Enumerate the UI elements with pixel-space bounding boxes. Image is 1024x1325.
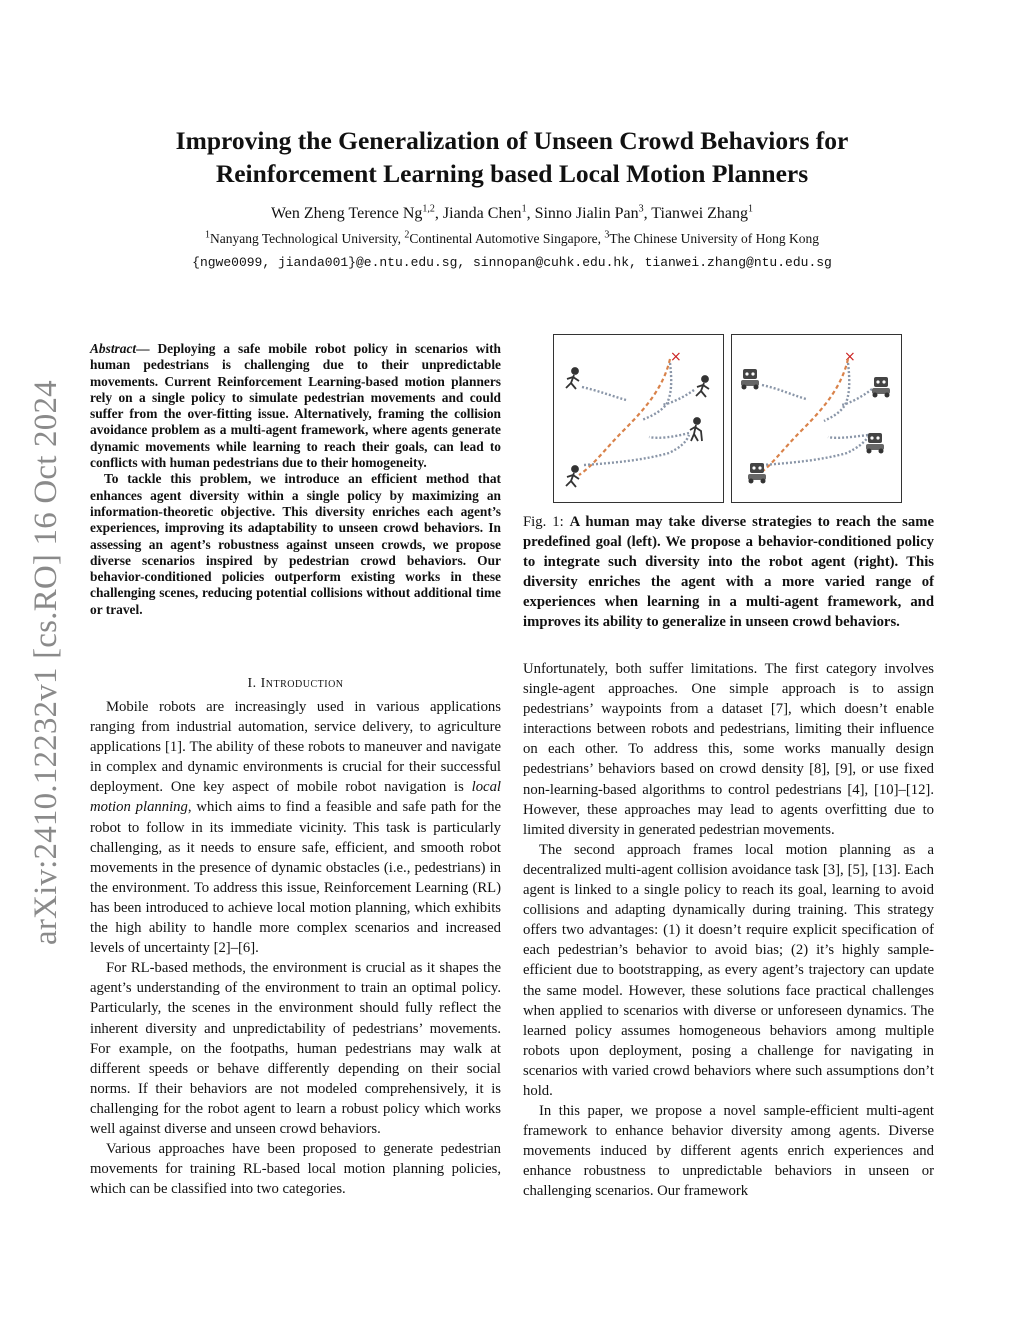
author-affil-sup: 3 [638,203,644,215]
affil-sup: 3 [604,229,610,241]
figure-panel-human [553,334,724,503]
section-heading-introduction: I. Introduction [247,676,344,691]
grey-trajectory [824,363,849,421]
author-name: Jianda Chen [442,205,522,222]
author-affil-sup: 1 [748,203,754,215]
robot-icon [872,377,890,398]
human-trajectories-graphic [554,335,722,501]
robot-trajectories-graphic [732,335,900,501]
author-name: Wen Zheng Terence Ng [270,205,423,222]
intro-paragraph-1 [90,697,501,958]
author-name: Sinno Jialin Pan [534,205,639,222]
grey-trajectory [762,385,806,399]
abstract-text-1: Deploying a safe mobile robot policy in scenarios with human pedestrians is challenging due to their unpredictable movements. Current Reinforcement Learning-based motion planners rely on a single policy to simulate pedestrian movements and could suffer from the over-fitting issue. Alternatively, framing the collision avoidance problem as a multi-agent framework, where agents generate dynamic movements while learning to reach their goals, can lead to conflicts with human pedestrians due to their homogeneity. [90,341,501,471]
pedestrian-icon [566,466,579,487]
pedestrian-icon [566,368,579,389]
orange-trajectory [579,359,670,475]
author-affil-sup: 1 [521,203,527,215]
right-column-body [523,659,934,1202]
intro-text: , which aims to find a feasible and safe path for the robot to follow in its immediate vicinity. This task is particularly challenging, as it needs to ensure safe, efficient, and smooth robot movements in the presence of dynamic obstacles (i.e., pedestrians) in the environment. To address this issue, Reinforcement Learning (RL) has been introduced to achieve local motion planning, which exhibits the high ability to handle more complex scenarios and increased levels of uncertainty [2]–[6]. [90,799,501,957]
abstract [90,341,501,618]
abstract-paragraph-2: To tackle this problem, we introduce an efficient method that enhances agent diversity within a single policy by maximizing an information-theoretic objective. This diversity enriches each agent’s experiences, improving its adaptability to unseen crowd behaviors. In assessing an agent’s robustness against unseen crowds, we propose diverse scenarios inspired by pedestrian crowd behaviors. Our behavior-conditioned policies outperform existing works in these challenging scenes, reducing potential collisions without additional time or travel. [90,471,501,617]
grey-trajectory [649,433,689,438]
goal-marker-icon: × [670,349,682,365]
author-affil-sup: 1,2 [422,203,435,215]
figure-panel-robot [731,334,902,503]
robot-icon [741,369,759,390]
right-paragraph-1: Unfortunately, both suffer limitations. The first category involves single-agent approaches. One simple approach is to assign pedestrians’ waypoints from a dataset [7], which doesn’t enable interactions between robots and pedestrians, limiting their influence on each other. To address this, some works manually design pedestrians’ behaviors based on crowd density [8], [9], or use fixed non-learning-based algorithms to control pedestrians [4], [10]–[12]. However, these approaches may lead to agents overfitting due to limited diversity in generated pedestrian movements. [523,661,934,838]
figure-caption [523,512,934,633]
intro-text: Mobile robots are increasingly used in various applications ranging from industrial automation, service delivery, to agriculture applications [1]. The ability of these robots to maneuver and navigate in complex and dynamic environments is crucial for their successful deployment. One key aspect of mobile robot navigation is [90,699,501,796]
grey-trajectory [584,435,689,465]
abstract-label: Abstract [90,341,137,356]
author-emails[interactable]: {ngwe0099, jianda001}@e.ntu.edu.sg, sinnopan@cuhk.edu.hk, tianwei.zhang@ntu.edu.sg [192,255,832,270]
affil-text: Nanyang Technological University, [210,231,405,246]
intro-paragraph-2: For RL-based methods, the environment is crucial as it shapes the agent’s understanding of the environment to train an optimal policy. Particularly, the scenes in the environment should fully reflect the inherent diversity and unpredictability of pedestrians’ movements. For example, on the footpaths, human pedestrians may walk at different speeds or behave differently depending on their social norms. If their behaviors are not modeled comprehensively, it is challenging for the robot agent to learn a robust policy which works well against diverse and unseen crowd behaviors. [90,960,501,1137]
robot-icon [866,433,884,454]
affiliations [90,230,934,248]
abstract-dash: — [136,341,158,356]
affil-sup: 2 [404,229,410,241]
affil-text: The Chinese University of Hong Kong [609,231,819,246]
arxiv-identifier: arXiv:2410.12232v1 [cs.RO] 16 Oct 2024 [28,380,64,945]
pedestrian-icon [696,376,709,397]
intro-paragraph-3: Various approaches have been proposed to generate pedestrian movements for training RL-based local motion planning policies, which can be classified into two categories. [90,1141,501,1198]
affil-sup: 1 [205,229,211,241]
grey-trajectory [828,435,868,438]
robot-icon [748,463,766,484]
grey-trajectory [762,437,868,465]
right-paragraph-2: The second approach frames local motion planning as a decentralized multi-agent collision avoidance task [3], [5], [13]. Each agent is linked to a single policy to reach its goal, learning to avoid collisions and adapting dynamically during training. This strategy offers two advantages: (1) it doesn’t require explicit specification of each pedestrian’s behavior to avoid bias; (2) it’s highly sample-efficient due to bootstrapping, as every agent’s trajectory can update the same model. However, these solutions face practical challenges when applied to scenarios with diverse or unforeseen dynamics. The learned policy assumes homogeneous behaviors among multiple robots upon deployment, posing a challenge for navigating in scenarios with varied crowd behaviors where such assumptions don’t hold. [523,841,934,1099]
affil-text: Continental Automotive Singapore, [409,231,605,246]
figure-label: Fig. 1: [523,514,570,530]
author-name: Tianwei Zhang [651,205,749,222]
grey-trajectory [582,387,626,400]
paper-title [100,124,924,190]
figure-caption-text: A human may take diverse strategies to reach the same predefined goal (left). We propose a behavior-conditioned policy to integrate such diversity into the robot agent (right). This diversity enriches the agent with a more varied range of experiences when learning in a multi-agent framework, and improves its ability to generalize in unseen crowd behaviors. [523,514,934,631]
right-paragraph-3: In this paper, we propose a novel sample-efficient multi-agent framework to enhance behavior diversity among agents. Diverse movements induced by different agents enrich experiences and enhance robustness to unpredictable behaviors in unseen or challenging scenarios. Our framework [523,1103,934,1200]
author-list: Wen Zheng Terence Ng$^{1,2}$, Jianda Chen$^1$, Sinno Jialin Pan$^3$, Tianwei Zhang$^1$ [270,203,754,222]
intro-emphasis: local motion planning [90,779,501,816]
title-line-1: Improving the Generalization of Unseen Crowd Behaviors for [175,126,849,155]
abstract-paragraph-1 [90,341,501,471]
title-line-2: Reinforcement Learning based Local Motion Planners [215,159,809,188]
grey-trajectory [842,389,872,405]
introduction-body [90,697,501,1199]
goal-marker-icon: × [844,349,856,365]
elderly-pedestrian-icon [690,418,702,441]
